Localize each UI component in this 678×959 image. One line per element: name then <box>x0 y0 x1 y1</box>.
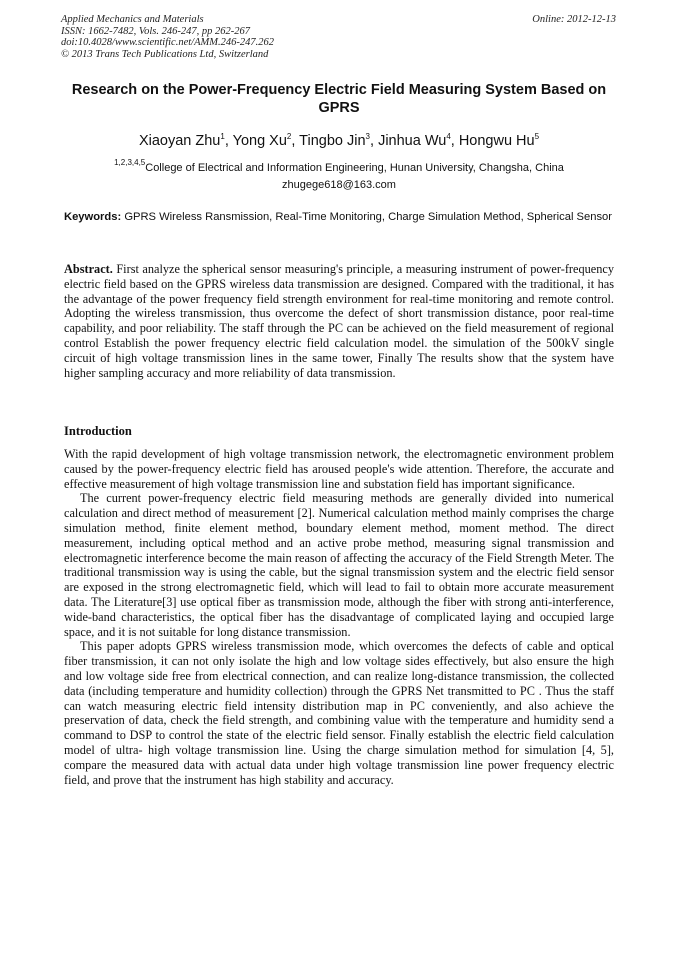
keywords-text: GPRS Wireless Ransmission, Real-Time Monitoring, Charge Simulation Method, Spherical Sensor <box>124 211 612 223</box>
intro-paragraph: With the rapid development of high voltage transmission network, the electromagnetic environment problem caused by the power-frequency electric field has aroused people's wide attention. Therefore, the accurate and effective measurement of high voltage transmission line and substation field has important significance. <box>64 447 614 491</box>
author-sup: 1 <box>220 132 225 141</box>
abstract-block <box>64 262 614 380</box>
affiliation <box>60 155 618 176</box>
section-heading-introduction: Introduction <box>64 424 132 438</box>
affiliation-sup: 1,2,3,4,5 <box>114 158 146 167</box>
author-name: Tingbo Jin <box>299 133 366 149</box>
intro-paragraph: The current power-frequency electric field measuring methods are generally divided into numerical calculation and direct method of measurement [2]. Numerical calculation method mainly comprises the charge simulation method, finite element method, boundary element method, moment method. The direct measurement, including optical method and an active probe method, measuring signal transmission and electromagnetic interference become the main reason of affecting the accuracy of the Field Strength Meter. The traditional transmission way is using the cable, but the signal transmission system and the electric field sensor are exposed in the strong electromagnetic field, which will lead to fail to obtain more accurate measurement data. The Literature[3] use optical fiber as transmission mode, although the fiber with strong anti-interference, wide-band characteristics, the optical fiber has the disadvantage of complicated laying and occupied large space, and it is not suitable for long distance transmission. <box>64 491 614 639</box>
journal-header <box>61 14 274 60</box>
journal-name: Applied Mechanics and Materials <box>61 14 204 25</box>
author-list: Xiaoyan Zhu$^1$, Yong Xu$^2$, Tingbo Jin$^3$, Jinhua Wu$^4$, Hongwu Hu$^5$ <box>138 132 540 149</box>
intro-paragraph: This paper adopts GPRS wireless transmission mode, which overcomes the defects of cable and optical fiber transmission, it can not only isolate the high and low voltage sides effectively, but also ensure the high and low voltage side free from electrical connection, and can realize long-distance transmission, the collected data (including temperature and humidity collection) through the GPRS Net transmitted to PC . Thus the staff can watch measuring electric field intensity distribution map in PC conveniently, and also achieve the preservation of data, check the field strength, and combining value with the temperature and humidity send a command to DSP to control the state of the electric field sensor. Finally establish the electric field calculation model of ultra- high voltage transmission line. Using the charge simulation method for simulation [4, 5], compare the measured data with actual data under high voltage transmission line power frequency electric field, and prove that the instrument has high stability and accuracy. <box>64 639 614 787</box>
abstract-text: First analyze the spherical sensor measuring's principle, a measuring instrument of power-frequency electric field based on the GPRS wireless data transmission are designed. Compared with the traditional, it has the advantage of the power frequency field strength environment for real-time monitoring and remote control. Adopting the wireless transmission, thus overcome the defect of short transmission distance, poor real-time capability, and poor reliability. The staff through the PC can be achieved on the field measurement of regional control Establish the power frequency electric field calculation model. the simulation of the 500kV single circuit of high voltage transmission lines in the same tower, Finally The results show that the system have higher sampling accuracy and more reliability of data transmission. <box>64 262 614 380</box>
author-name: Yong Xu <box>232 133 287 149</box>
author-sup: 3 <box>365 132 370 141</box>
author-sup: 5 <box>534 132 540 141</box>
keywords-block <box>64 210 614 226</box>
keywords-label: Keywords: <box>64 211 122 223</box>
author-sup: 4 <box>446 132 451 141</box>
introduction-body <box>64 447 614 787</box>
author-sup: 2 <box>286 132 292 141</box>
online-date: Online: 2012-12-13 <box>532 14 616 25</box>
author-email: zhugege618@163.com <box>282 179 396 191</box>
journal-issn: ISSN: 1662-7482, Vols. 246-247, pp 262-267 <box>61 25 250 37</box>
affiliation-text: College of Electrical and Information Engineering, Hunan University, Changsha, China <box>145 162 564 174</box>
author-name: Xiaoyan Zhu <box>138 133 221 149</box>
journal-copyright: © 2013 Trans Tech Publications Ltd, Switzerland <box>61 48 269 60</box>
author-name: Hongwu Hu <box>458 133 535 149</box>
paper-title: Research on the Power-Frequency Electric Field Measuring System Based on GPRS <box>71 82 607 116</box>
abstract-label: Abstract. <box>64 262 113 276</box>
journal-doi: doi:10.4028/www.scientific.net/AMM.246-247.262 <box>61 37 274 49</box>
author-name: Jinhua Wu <box>378 133 447 149</box>
